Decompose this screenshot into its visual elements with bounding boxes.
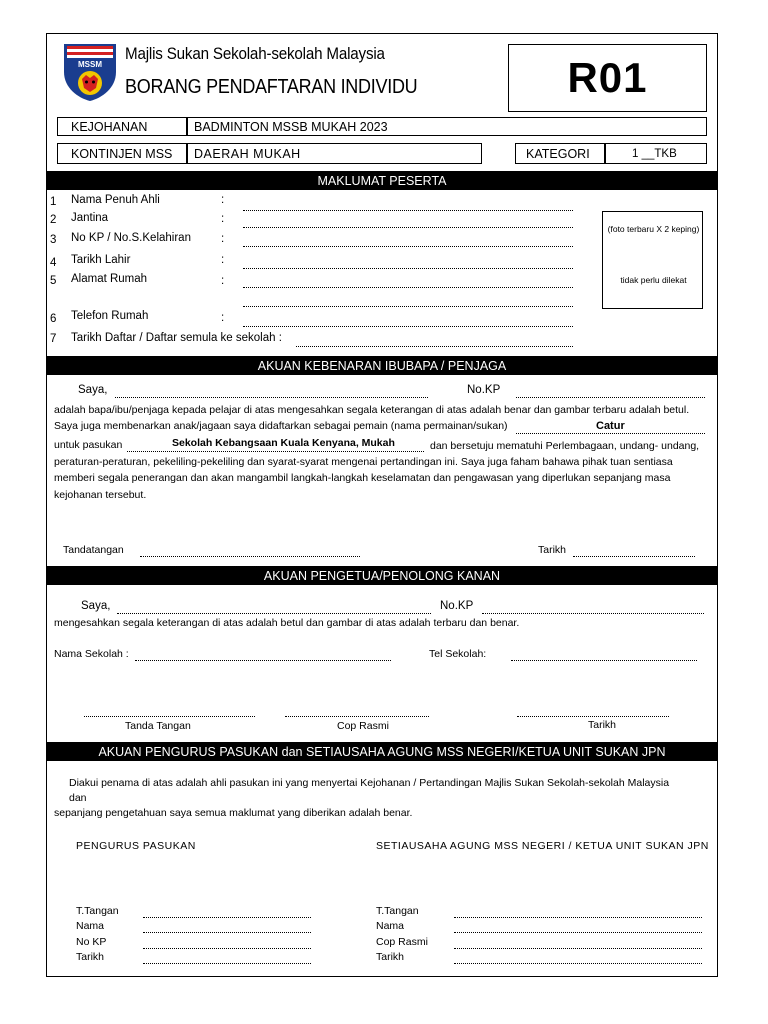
pengurus-right-title: SETIAUSAHA AGUNG MSS NEGERI / KETUA UNIT SUKAN JPN: [376, 840, 709, 852]
pengurus-line1b: dan: [69, 792, 87, 804]
left-ttangan-line[interactable]: [143, 917, 311, 918]
pasukan-line[interactable]: [127, 451, 424, 452]
right-ttangan-line[interactable]: [454, 917, 702, 918]
right-nama-label: Nama: [376, 920, 405, 932]
kategori-label: KATEGORI: [515, 143, 605, 164]
pengetua-nokp: No.KP: [440, 600, 474, 612]
field-1-colon: :: [221, 194, 225, 206]
field-5-num: 5: [50, 275, 57, 287]
left-nama-label: Nama: [76, 920, 105, 932]
nama-sekolah-line[interactable]: [135, 660, 391, 661]
right-tarikh-label: Tarikh: [376, 951, 405, 963]
pengetua-heading: AKUAN PENGETUA/PENOLONG KANAN: [46, 566, 718, 585]
pengetua-tel-sekolah-label: Tel Sekolah:: [429, 648, 487, 660]
tel-sekolah-line[interactable]: [511, 660, 697, 661]
field-5-label: Alamat Rumah: [71, 273, 148, 285]
pengurus-line2: sepanjang pengetahuan saya semua maklumat yang diberikan adalah benar.: [54, 807, 413, 819]
field-1-num: 1: [50, 196, 57, 208]
ibubapa-heading: AKUAN KEBENARAN IBUBAPA / PENJAGA: [46, 356, 718, 375]
ibubapa-line2: Saya juga membenarkan anak/jagaan saya didaftarkan sebagai pemain (nama permainan/sukan): [54, 420, 508, 432]
ibubapa-tarikh-label: Tarikh: [538, 544, 567, 556]
pasukan-value[interactable]: Sekolah Kebangsaan Kuala Kenyana, Mukah: [172, 437, 395, 449]
field-3-line[interactable]: [243, 246, 573, 247]
form-code: R01: [508, 44, 707, 112]
pengetua-saya: Saya,: [81, 600, 111, 612]
pengetua-name-line[interactable]: [117, 613, 431, 614]
tanda-tangan-label: Tanda Tangan: [125, 720, 191, 732]
ibubapa-line5: kejohanan tersebut.: [54, 489, 147, 501]
field-1-line[interactable]: [243, 210, 573, 211]
kejohanan-label: KEJOHANAN: [57, 117, 187, 136]
field-2-colon: :: [221, 213, 225, 225]
logo-text: MSSM: [78, 60, 102, 69]
pengetua-nokp-line[interactable]: [482, 613, 704, 614]
field-4-line[interactable]: [243, 268, 573, 269]
right-nama-line[interactable]: [454, 932, 702, 933]
field-4-label: Tarikh Lahir: [71, 254, 131, 266]
field-7-label: Tarikh Daftar / Daftar semula ke sekolah :: [71, 332, 282, 344]
field-7-num: 7: [50, 333, 57, 345]
ibubapa-name-line[interactable]: [115, 397, 428, 398]
ibubapa-setuju: dan bersetuju mematuhi Perlembagaan, undang- undang,: [430, 440, 700, 452]
field-5-line-a[interactable]: [243, 287, 573, 288]
field-2-num: 2: [50, 214, 57, 226]
right-coprasmi-label: Cop Rasmi: [376, 936, 428, 948]
field-5-colon: :: [221, 275, 225, 287]
left-nokp-line[interactable]: [143, 948, 311, 949]
field-1-label: Nama Penuh Ahli: [71, 194, 160, 206]
pengetua-line1: mengesahkan segala keterangan di atas adalah betul dan gambar di atas adalah terbaru dan benar.: [54, 617, 520, 629]
field-3-colon: :: [221, 233, 225, 245]
pengurus-line1: Diakui penama di atas adalah ahli pasukan ini yang menyertai Kejohanan / Pertandingan Majlis Sukan Sekolah-sekolah Malaysia: [69, 777, 670, 789]
right-coprasmi-line[interactable]: [454, 948, 702, 949]
field-6-line[interactable]: [243, 326, 573, 327]
left-tarikh-line[interactable]: [143, 963, 311, 964]
ibubapa-untuk: untuk pasukan: [54, 439, 123, 451]
pengurus-heading: AKUAN PENGURUS PASUKAN dan SETIAUSAHA AGUNG MSS NEGERI/KETUA UNIT SUKAN JPN: [46, 742, 718, 761]
right-ttangan-label: T.Tangan: [376, 905, 419, 917]
field-7-line[interactable]: [296, 346, 573, 347]
pengetua-nama-sekolah-label: Nama Sekolah :: [54, 648, 129, 660]
pengetua-tarikh-label: Tarikh: [588, 719, 617, 731]
field-2-line[interactable]: [243, 227, 573, 228]
kategori-value[interactable]: 1 __TKB: [605, 143, 707, 164]
cop-rasmi-label: Cop Rasmi: [337, 720, 389, 732]
field-6-num: 6: [50, 313, 57, 325]
pengetua-signature-line[interactable]: [84, 716, 255, 717]
sukan-value[interactable]: Catur: [596, 420, 625, 432]
field-4-num: 4: [50, 257, 57, 269]
field-3-num: 3: [50, 234, 57, 246]
left-nama-line[interactable]: [143, 932, 311, 933]
field-4-colon: :: [221, 254, 225, 266]
ibubapa-line3: peraturan-peraturan, pekeliling-pekeliling dan syarat-syarat mengenai pertandingan ini. Saya juga faham bahawa pihak tuan sentiasa: [54, 456, 673, 468]
kontinjen-value[interactable]: DAERAH MUKAH: [187, 143, 482, 164]
peserta-heading: MAKLUMAT PESERTA: [46, 171, 718, 190]
photo-note-2: tidak perlu dilekat: [620, 275, 687, 285]
field-6-colon: :: [221, 312, 225, 324]
kontinjen-label: KONTINJEN MSS: [57, 143, 187, 164]
cop-rasmi-line[interactable]: [285, 716, 429, 717]
ibubapa-nokp: No.KP: [467, 384, 501, 396]
pengurus-left-title: PENGURUS PASUKAN: [76, 840, 196, 852]
field-5-line-b[interactable]: [243, 306, 573, 307]
form-title: BORANG PENDAFTARAN INDIVIDU: [125, 76, 418, 98]
ibubapa-saya: Saya,: [78, 384, 108, 396]
photo-note: (foto terbaru X 2 keping): [607, 224, 700, 234]
left-ttangan-label: T.Tangan: [76, 905, 119, 917]
pengetua-tarikh-line[interactable]: [517, 716, 669, 717]
field-3-label: No KP / No.S.Kelahiran: [71, 232, 191, 244]
right-tarikh-line[interactable]: [454, 963, 702, 964]
ibubapa-nokp-line[interactable]: [516, 397, 705, 398]
field-6-label: Telefon Rumah: [71, 310, 149, 322]
field-2-label: Jantina: [71, 212, 109, 224]
ibubapa-tarikh-line[interactable]: [573, 556, 695, 557]
ibubapa-line4: memberi segala penerangan dan akan mangambil langkah-langkah keselamatan dan pengawasan yang diperlukan sepanjang masa: [54, 472, 671, 484]
org-name: Majlis Sukan Sekolah-sekolah Malaysia: [125, 45, 385, 63]
ibubapa-signature-line[interactable]: [140, 556, 360, 557]
left-nokp-label: No KP: [76, 936, 107, 948]
sukan-line[interactable]: [516, 433, 705, 434]
photo-box: [602, 211, 703, 309]
left-tarikh-label: Tarikh: [76, 951, 105, 963]
ibubapa-tandatangan-label: Tandatangan: [63, 544, 124, 556]
mssm-logo: [62, 42, 118, 102]
kejohanan-value[interactable]: BADMINTON MSSB MUKAH 2023: [187, 117, 707, 136]
ibubapa-line1: adalah bapa/ibu/penjaga kepada pelajar di atas mengesahkan segala keterangan di atas adalah benar dan gambar terbaru adalah betul.: [54, 404, 690, 416]
